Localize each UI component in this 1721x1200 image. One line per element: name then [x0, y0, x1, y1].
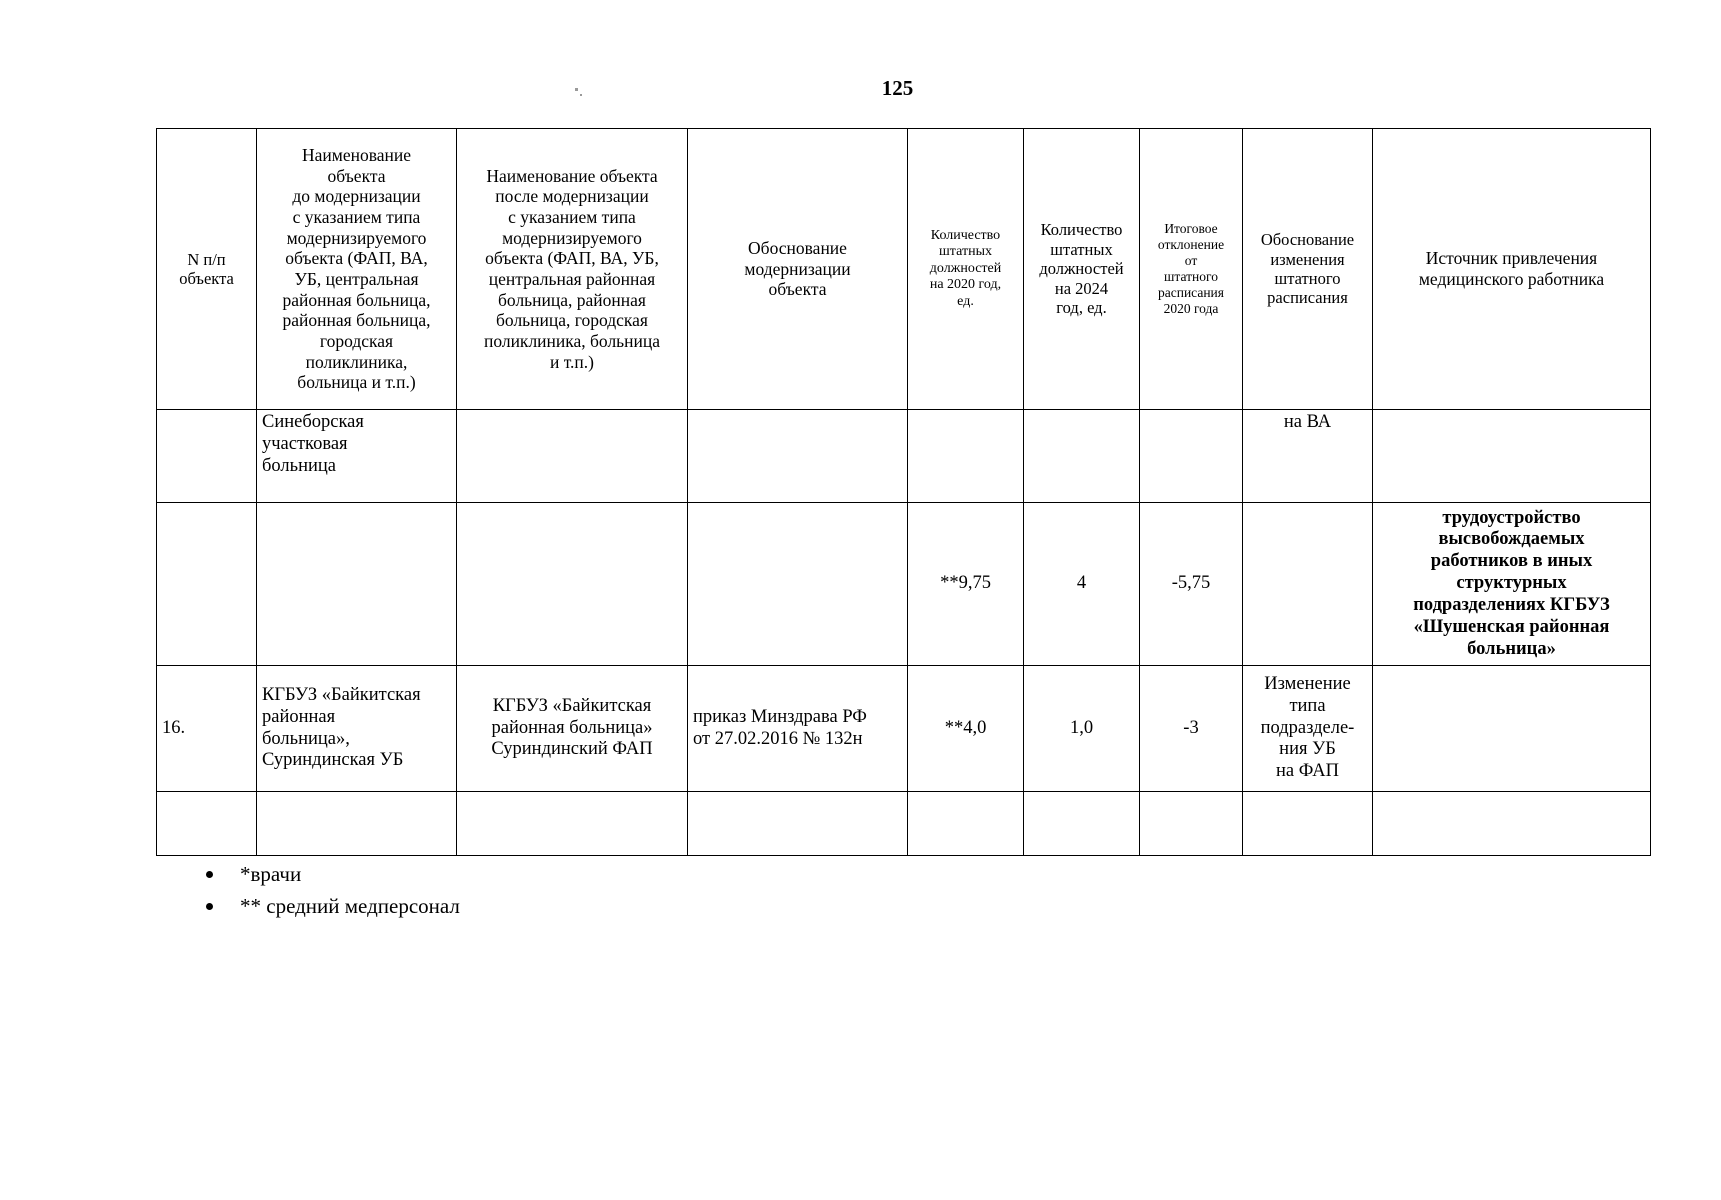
cell-staff-source: трудоустройство высвобождаемых работников в иных структурных подразделениях КГБУЗ «Шушенская районная больница»	[1373, 503, 1651, 666]
cell-modernization-basis	[688, 503, 908, 666]
cell-deviation	[1140, 792, 1243, 856]
cell-staffing-change-basis: Изменение типа подразделе- ния УБ на ФАП	[1243, 666, 1373, 792]
header-staff-2020: Количество штатных должностей на 2020 год, ед.	[908, 129, 1024, 410]
table-row	[157, 410, 1651, 503]
cell-staff-2024: 1,0	[1024, 666, 1140, 792]
cell-number	[157, 410, 257, 503]
table-row	[157, 792, 1651, 856]
header-row	[157, 129, 1651, 410]
cell-staff-2020	[908, 792, 1024, 856]
cell-number	[157, 792, 257, 856]
cell-staff-2024	[1024, 410, 1140, 503]
cell-staff-2020	[908, 410, 1024, 503]
table-row	[157, 503, 1651, 666]
cell-number	[157, 503, 257, 666]
cell-modernization-basis	[688, 792, 908, 856]
cell-object-before: КГБУЗ «Байкитская районная больница», Суриндинская УБ	[257, 666, 457, 792]
cell-staff-2024	[1024, 792, 1140, 856]
header-object-before: Наименование объекта до модернизации с указанием типа модернизируемого объекта (ФАП, ВА, УБ, центральная районная больница, районная больница, городская поликлиника, больница и т.п.)	[257, 129, 457, 410]
cell-staffing-change-basis	[1243, 503, 1373, 666]
cell-staff-source	[1373, 410, 1651, 503]
cell-object-before	[257, 503, 457, 666]
header-deviation: Итоговое отклонение от штатного расписания 2020 года	[1140, 129, 1243, 410]
cell-modernization-basis	[688, 410, 908, 503]
header-modernization-basis: Обоснование модернизации объекта	[688, 129, 908, 410]
scan-speck	[575, 88, 578, 91]
cell-object-before	[257, 792, 457, 856]
cell-staff-source	[1373, 792, 1651, 856]
cell-modernization-basis: приказ Минздрава РФ от 27.02.2016 № 132н	[688, 666, 908, 792]
cell-object-before: Синеборская участковая больница	[257, 410, 457, 503]
cell-number: 16.	[157, 666, 257, 792]
header-staff-source: Источник привлечения медицинского работника	[1373, 129, 1651, 410]
header-staffing-change-basis: Обоснование изменения штатного расписания	[1243, 129, 1373, 410]
cell-deviation	[1140, 410, 1243, 503]
table-row	[157, 666, 1651, 792]
scan-speck	[580, 94, 582, 96]
footnote-nursing-staff: ** средний медперсонал	[190, 890, 460, 922]
cell-object-after: КГБУЗ «Байкитская районная больница» Суриндинский ФАП	[457, 666, 688, 792]
cell-staff-2024: 4	[1024, 503, 1140, 666]
header-number: N п/п объекта	[157, 129, 257, 410]
footnote-doctors: *врачи	[190, 858, 460, 890]
page-number: 125	[881, 76, 914, 100]
cell-deviation: -5,75	[1140, 503, 1243, 666]
cell-deviation: -3	[1140, 666, 1243, 792]
cell-staffing-change-basis	[1243, 792, 1373, 856]
header-object-after: Наименование объекта после модернизации с указанием типа модернизируемого объекта (ФАП, ВА, УБ, центральная районная больница, районная больница, городская поликлиника, больница и т.п.)	[457, 129, 688, 410]
cell-object-after	[457, 410, 688, 503]
header-staff-2024: Количество штатных должностей на 2024 год, ед.	[1024, 129, 1140, 410]
footnotes	[190, 858, 460, 922]
cell-staff-2020: **9,75	[908, 503, 1024, 666]
cell-object-after	[457, 792, 688, 856]
cell-staffing-change-basis: на ВА	[1243, 410, 1373, 503]
cell-staff-source	[1373, 666, 1651, 792]
modernization-table	[156, 128, 1651, 856]
cell-staff-2020: **4,0	[908, 666, 1024, 792]
cell-object-after	[457, 503, 688, 666]
